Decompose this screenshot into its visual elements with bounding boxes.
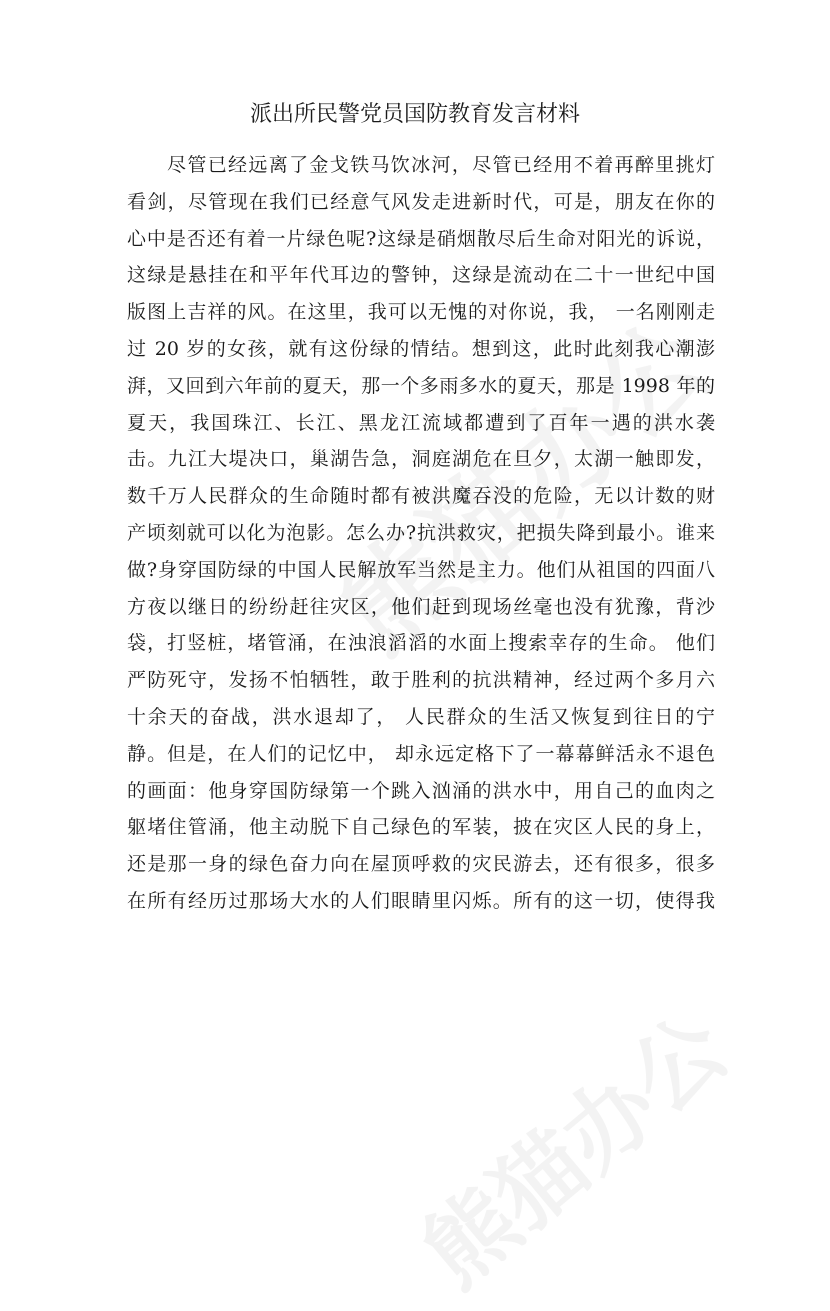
paragraph-line: 躯堵住管涌，他主动脱下自己绿色的军装，披在灾区人民的身上， — [127, 816, 715, 839]
paragraph-line: 过 20 岁的女孩，就有这份绿的情结。想到这，此时此刻我心潮澎 — [127, 337, 715, 360]
paragraph-line: 心中是否还有着一片绿色呢?这绿是硝烟散尽后生命对阳光的诉说， — [127, 227, 715, 250]
watermark — [390, 980, 749, 1311]
paragraph-line: 静。但是，在人们的记忆中， 却永远定格下了一幕幕鲜活永不退色 — [127, 742, 715, 765]
body-paragraph — [127, 147, 715, 920]
paragraph-line: 湃，又回到六年前的夏天，那一个多雨多水的夏天，那是 1998 年的 — [127, 374, 715, 397]
document-title: 派出所民警党员国防教育发言材料 — [249, 102, 580, 127]
paragraph-line: 尽管已经远离了金戈铁马饮冰河，尽管已经用不着再醉里挑灯 — [167, 154, 715, 176]
paragraph-line: 看剑，尽管现在我们已经意气风发走进新时代，可是，朋友在你的 — [127, 190, 715, 213]
paragraph-line: 这绿是悬挂在和平年代耳边的警钟，这绿是流动在二十一世纪中国 — [127, 264, 715, 287]
paragraph-line: 袋，打竖桩，堵管涌，在浊浪滔滔的水面上搜索幸存的生命。 他们 — [127, 632, 715, 655]
paragraph-line: 击。九江大堤决口，巢湖告急，洞庭湖危在旦夕，太湖一触即发， — [127, 448, 715, 471]
paragraph-line: 十余天的奋战，洪水退却了， 人民群众的生活又恢复到往日的宁 — [127, 705, 715, 728]
paragraph-line: 方夜以继日的纷纷赶往灾区，他们赶到现场丝毫也没有犹豫，背沙 — [127, 595, 715, 618]
paragraph-line: 版图上吉祥的风。在这里，我可以无愧的对你说，我， 一名刚刚走 — [127, 301, 715, 324]
paragraph-line: 夏天，我国珠江、长江、黑龙江流域都遭到了百年一遇的洪水袭 — [127, 411, 715, 434]
paragraph-line: 做?身穿国防绿的中国人民解放军当然是主力。他们从祖国的四面八 — [127, 558, 715, 581]
paragraph-line: 数千万人民群众的生命随时都有被洪魔吞没的危险，无以计数的财 — [127, 485, 715, 508]
paragraph-line: 的画面：他身穿国防绿第一个跳入汹涌的洪水中，用自己的血肉之 — [127, 779, 715, 802]
paragraph-line: 还是那一身的绿色奋力向在屋顶呼救的灾民游去，还有很多，很多 — [127, 853, 715, 876]
paragraph-line: 在所有经历过那场大水的人们眼睛里闪烁。所有的这一切，使得我 — [127, 889, 715, 912]
paragraph-line: 产顷刻就可以化为泡影。怎么办?抗洪救灾，把损失降到最小。谁来 — [127, 521, 715, 544]
paragraph-line: 严防死守，发扬不怕牺牲，敢于胜利的抗洪精神，经过两个多月六 — [127, 669, 715, 692]
